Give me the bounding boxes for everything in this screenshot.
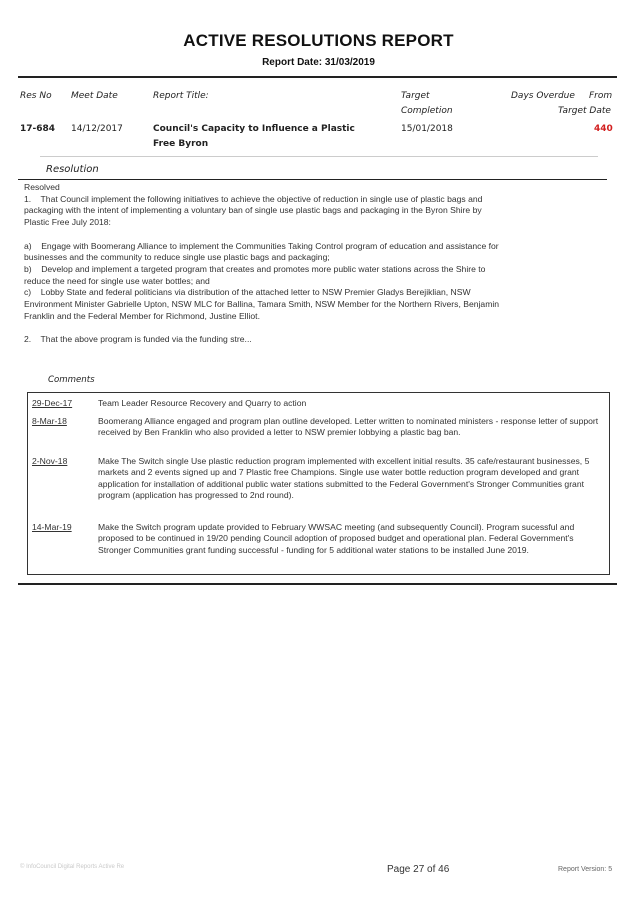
col-target: Target	[401, 91, 430, 101]
comment-text: Team Leader Resource Recovery and Quarry to action	[98, 398, 307, 408]
footer-copyright: © InfoCouncil Digital Reports Active Re	[20, 864, 125, 870]
comment-text: Boomerang Alliance engaged and program plan outline developed. Letter written to nominated ministers - response letter of support received by Ben Franklin who also provided a letter to NSW premier lobbying a plastic bag ban.	[98, 416, 599, 438]
comments-box	[27, 392, 610, 575]
resolution-heading: Resolution	[46, 164, 99, 175]
footer-report-version: Report Version: 5	[558, 866, 613, 873]
header-rule-top	[18, 76, 617, 78]
record-end-rule	[18, 583, 617, 585]
comment-date: 8-Mar-18	[32, 416, 67, 426]
col-days-overdue: Days Overdue	[511, 91, 575, 101]
record-days-overdue: 440	[594, 124, 613, 134]
col-completion: Completion	[401, 106, 453, 116]
resolution-text: Resolved 1. That Council implement the following initiatives to achieve the objective of reduction in single use of plastic bags and packaging with the intent of implementing a voluntary ban of single use plastic bags and packaging in the Byron Shire by Plastic Free July 2018: a) Engage with Boomerang Alliance to implement the Communities Taking Control program of education and assistance for businesses and the community to reduce single use plastic bags and packaging; b) Develop and implement a targeted program that creates and promotes more public water stations across the Shire to reduce the need for single use water bottles; and c) Lobby State and federal politicians via distribution of the attached letter to NSW Premier Gladys Berejiklian, NSW Environment Minister Gabrielle Upton, NSW MLC for Ballina, Tamara Smith, NSW Member for the Northern Rivers, Benjamin Franklin and the Federal Member for Richmond, Justine Elliot. 2. That the above program is funded via the funding stre...	[24, 182, 500, 345]
comment-date: 14-Mar-19	[32, 522, 72, 532]
report-title: ACTIVE RESOLUTIONS REPORT	[183, 31, 454, 50]
col-target-date: Target Date	[558, 106, 611, 116]
col-report-title: Report Title:	[153, 91, 209, 101]
col-res-no: Res No	[20, 91, 52, 101]
comment-date: 2-Nov-18	[32, 456, 68, 466]
comment-text: Make The Switch single Use plastic reduction program implemented with excellent initial results. 35 cafe/restaurant businesses, 5 markets and 2 events signed up and 7 Plastic free Champions. Single use water bottle reduction program developed and grant application for installation of additional public water stations submitted to the Federal Government's Stronger Communities grant program (application has progressed to 2nd round).	[98, 456, 590, 501]
record-title-line1: Council's Capacity to Influence a Plastic	[153, 124, 355, 134]
record-separator	[40, 156, 598, 157]
col-meet-date: Meet Date	[71, 91, 118, 101]
col-from: From	[589, 91, 613, 101]
record-res-no: 17-684	[20, 124, 56, 134]
report-date: Report Date: 31/03/2019	[262, 57, 375, 68]
record-target-completion: 15/01/2018	[401, 124, 453, 134]
resolution-rule	[18, 179, 607, 180]
record-meet-date: 14/12/2017	[71, 124, 123, 134]
comment-date: 29-Dec-17	[32, 398, 73, 408]
footer-page-number: Page 27 of 46	[387, 864, 450, 875]
record-title-line2: Free Byron	[153, 139, 209, 149]
comment-text: Make the Switch program update provided to February WWSAC meeting (and subsequently Council). Program sucessful and proposed to be continued in 19/20 pending Council adoption of proposed budget and operational plan. Federal Government's Stronger Communities grant funding successful - funding for 5 additional water stations to be installed June 2019.	[98, 522, 575, 555]
comments-heading: Comments	[48, 375, 95, 385]
